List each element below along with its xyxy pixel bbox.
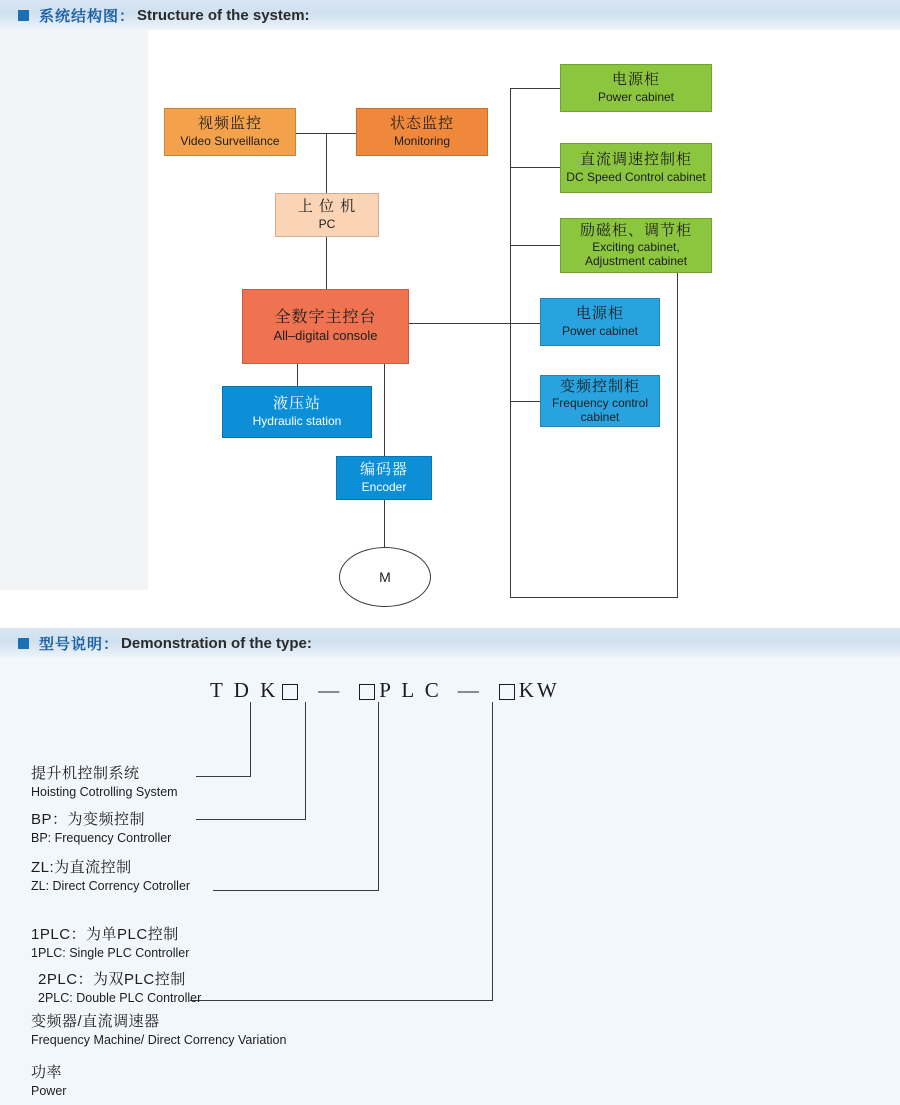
legend-power-cn: 功率	[31, 1064, 63, 1081]
node-monitoring-cn: 状态监控	[389, 115, 454, 133]
legend-power-en: Power	[31, 1084, 67, 1098]
legend-hoisting-system	[31, 762, 178, 799]
type-code-plc: P L C	[379, 678, 442, 702]
leader-line-4-h	[190, 1000, 493, 1001]
type-demonstration-area	[0, 658, 900, 1105]
type-code-dash-2: —	[457, 678, 479, 702]
node-all-digital-console	[242, 289, 409, 364]
node-video-surveillance	[164, 108, 296, 156]
node-exciting-adjustment-cabinet	[560, 218, 712, 273]
node-power1-en: Power cabinet	[597, 89, 675, 104]
section-title-cn: 系统结构图：	[39, 7, 136, 25]
connector-pc-to-console	[326, 237, 327, 297]
node-hydraulic-station	[222, 386, 372, 438]
section-title-en: Structure of the system:	[137, 6, 310, 24]
node-pc-cn: 上 位 机	[297, 198, 357, 216]
section-title-type-en: Demonstration of the type:	[121, 634, 312, 652]
legend-frequency-machine	[31, 1010, 286, 1047]
node-power2-cn: 电源柜	[575, 305, 624, 323]
leader-line-2-v	[305, 702, 306, 819]
node-console-cn: 全数字主控台	[274, 308, 377, 326]
legend-bp	[31, 808, 171, 845]
node-power-cabinet-2	[540, 298, 660, 346]
legend-zl-cn: ZL:为直流控制	[31, 859, 132, 876]
node-encoder	[336, 456, 432, 500]
connector-to-exciting	[510, 245, 560, 246]
section-header-structure	[0, 0, 900, 30]
type-code-box-3	[499, 684, 515, 700]
node-frequency-control-cabinet	[540, 375, 660, 427]
legend-2plc-en: 2PLC: Double PLC Controller	[38, 991, 202, 1005]
legend-freqmachine-cn: 变频器/直流调速器	[31, 1013, 160, 1030]
node-power-cabinet-1	[560, 64, 712, 112]
legend-power	[31, 1061, 66, 1098]
legend-zl-en: ZL: Direct Corrency Cotroller	[31, 879, 191, 893]
connector-to-power-cabinet	[510, 88, 560, 89]
node-video-surveillance-en: Video Surveillance	[180, 133, 280, 148]
legend-2plc-cn: 2PLC：为双PLC控制	[38, 971, 186, 988]
section-header-type	[0, 628, 900, 658]
node-power2-en: Power cabinet	[561, 323, 639, 338]
connector-console-to-power2	[409, 323, 540, 324]
node-motor	[339, 547, 431, 607]
connector-encoder-to-motor	[384, 500, 385, 547]
leader-line-3-h	[213, 890, 379, 891]
node-dcspeed-cn: 直流调速控制柜	[579, 151, 692, 169]
node-pc-en: PC	[318, 216, 336, 231]
node-monitoring	[356, 108, 488, 156]
connector-to-dc-speed	[510, 167, 560, 168]
leader-line-1-v	[250, 702, 251, 776]
node-encoder-en: Encoder	[361, 479, 407, 494]
legend-zl	[31, 856, 190, 893]
node-hydraulic-en: Hydraulic station	[252, 413, 342, 428]
node-dcspeed-en: DC Speed Control cabinet	[566, 169, 706, 184]
type-code-dash-1: —	[318, 678, 340, 702]
bullet-square-icon-2	[18, 638, 29, 649]
connector-console-to-hydraulic	[297, 364, 298, 386]
leader-line-1-h	[196, 776, 251, 777]
legend-bp-cn: BP：为变频控制	[31, 811, 146, 828]
legend-bp-en: BP: Frequency Controller	[31, 831, 172, 845]
bullet-square-icon	[18, 10, 29, 21]
section-title-type-cn: 型号说明：	[39, 635, 120, 653]
system-structure-diagram	[0, 30, 900, 620]
leader-line-3-v	[378, 702, 379, 890]
connector-exciting-down	[677, 245, 678, 598]
diagram-background-panel	[0, 30, 148, 590]
node-freq-en: Frequency control cabinet	[551, 395, 649, 424]
node-monitoring-en: Monitoring	[393, 133, 451, 148]
node-pc	[275, 193, 379, 237]
type-code-kw: KW	[518, 678, 560, 702]
legend-1plc	[31, 923, 189, 960]
node-hydraulic-cn: 液压站	[272, 395, 321, 413]
motor-label: M	[379, 569, 391, 585]
node-freq-cn: 变频控制柜	[559, 377, 640, 395]
connector-to-freq	[510, 401, 540, 402]
node-exciting-en: Exciting cabinet, Adjustment cabinet	[584, 240, 688, 269]
leader-line-2-h	[196, 819, 306, 820]
type-code-row	[210, 678, 560, 703]
legend-1plc-cn: 1PLC：为单PLC控制	[31, 926, 179, 943]
type-code-box-2	[359, 684, 375, 700]
type-code-prefix: T D K	[210, 678, 279, 702]
node-dc-speed-control-cabinet	[560, 143, 712, 193]
node-exciting-cn: 励磁柜、调节柜	[579, 222, 692, 240]
leader-line-4-v	[492, 702, 493, 1000]
legend-1plc-en: 1PLC: Single PLC Controller	[31, 946, 190, 960]
node-console-en: All–digital console	[273, 328, 378, 344]
connector-right-trunk	[510, 88, 511, 598]
legend-freqmachine-en: Frequency Machine/ Direct Corrency Variation	[31, 1033, 287, 1047]
node-power1-cn: 电源柜	[611, 71, 660, 89]
type-code-box-1	[282, 684, 298, 700]
connector-bottom-right	[510, 597, 678, 598]
node-video-surveillance-cn: 视频监控	[197, 115, 262, 133]
legend-hoisting-en: Hoisting Cotrolling System	[31, 785, 178, 799]
node-encoder-cn: 编码器	[359, 461, 408, 479]
legend-2plc	[38, 968, 201, 1005]
legend-hoisting-cn: 提升机控制系统	[31, 765, 140, 782]
connector-down-to-pc	[326, 133, 327, 193]
connector-console-to-encoder	[384, 364, 385, 456]
